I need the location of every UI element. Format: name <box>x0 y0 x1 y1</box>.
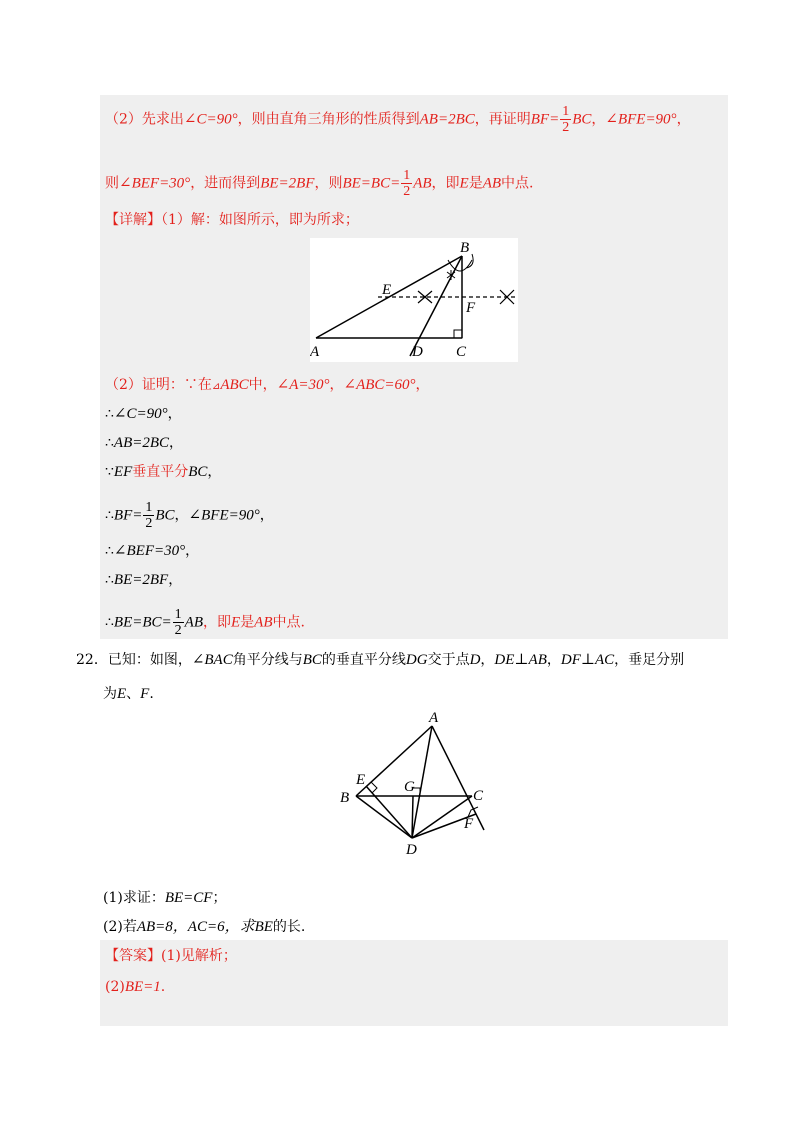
label-f: F <box>466 300 476 316</box>
segment-bd <box>356 796 412 838</box>
proof-line-8: ∴BE=BC= $\frac{1}{2}$ AB，即E是AB中点. <box>105 607 305 638</box>
label-d: D <box>406 842 417 858</box>
proof-line-2: ∴∠C=90°， <box>105 406 182 422</box>
q22-sub-2: (2)若AB=8，AC=6，求BE的长. <box>103 919 306 935</box>
arc-b-right <box>466 254 473 268</box>
figure-2 <box>336 706 496 860</box>
label-e: E <box>382 282 392 298</box>
label-f: F <box>464 816 474 832</box>
segment-dg <box>412 796 413 838</box>
right-angle-mark <box>454 330 462 338</box>
proof-line-3: ∴AB=2BC， <box>105 435 184 451</box>
proof-line-5: ∴BF= $\frac{1}{2}$ BC，∠BFE=90°， <box>105 500 274 531</box>
proof-line-1: （2）证明：∵在⊿ABC中，∠A=30°，∠ABC=60°， <box>105 377 430 393</box>
analysis-line-2: 则∠BEF=30°，进而得到BE=2BF，则BE=BC= $\frac{1}{2}$ AB，即E是AB中点. <box>105 168 534 199</box>
label-a: A <box>310 344 320 360</box>
analysis-line-1: （2）先求出∠C=90°，则由直角三角形的性质得到AB=2BC，再证明BF= $\frac{1}{2}$ BC，∠BFE=90°， <box>105 104 691 135</box>
segment-cd <box>412 796 472 838</box>
segment-ab <box>356 726 432 796</box>
q22-stem-line-1: 22．已知：如图，∠BAC角平分线与BC的垂直平分线DG交于点D，DE⊥AB，DF⊥AC，垂足分别 <box>76 652 685 668</box>
figure-1 <box>310 238 518 362</box>
q22-stem-line-2: 为E、F. <box>103 686 154 702</box>
label-d: D <box>412 344 423 360</box>
label-e: E <box>356 772 366 788</box>
right-angle-mark-e <box>371 782 377 793</box>
label-b: B <box>340 790 350 806</box>
proof-line-4: ∵EF垂直平分BC， <box>105 464 222 480</box>
fraction-half: $\frac{1}{2}$ <box>562 104 570 135</box>
proof-line-6: ∴∠BEF=30°， <box>105 543 200 559</box>
detail-line: 【详解】（1）解：如图所示，即为所求； <box>105 212 359 228</box>
fraction-half: $\frac{1}{2}$ <box>145 500 153 531</box>
fraction-half: $\frac{1}{2}$ <box>403 168 411 199</box>
label-b: B <box>460 240 470 256</box>
q22-sub-1: (1)求证：BE=CF； <box>103 890 227 906</box>
answer-line-1: 【答案】(1)见解析； <box>105 948 237 964</box>
proof-line-7: ∴BE=2BF， <box>105 572 183 588</box>
segment-ad <box>412 726 432 838</box>
segment-ac-extended <box>432 726 484 830</box>
answer-line-2: (2)BE=1. <box>105 979 166 995</box>
label-g: G <box>404 779 415 795</box>
fraction-half: $\frac{1}{2}$ <box>174 607 182 638</box>
label-c: C <box>456 344 467 360</box>
label-c: C <box>473 788 484 804</box>
label-a: A <box>429 710 439 726</box>
